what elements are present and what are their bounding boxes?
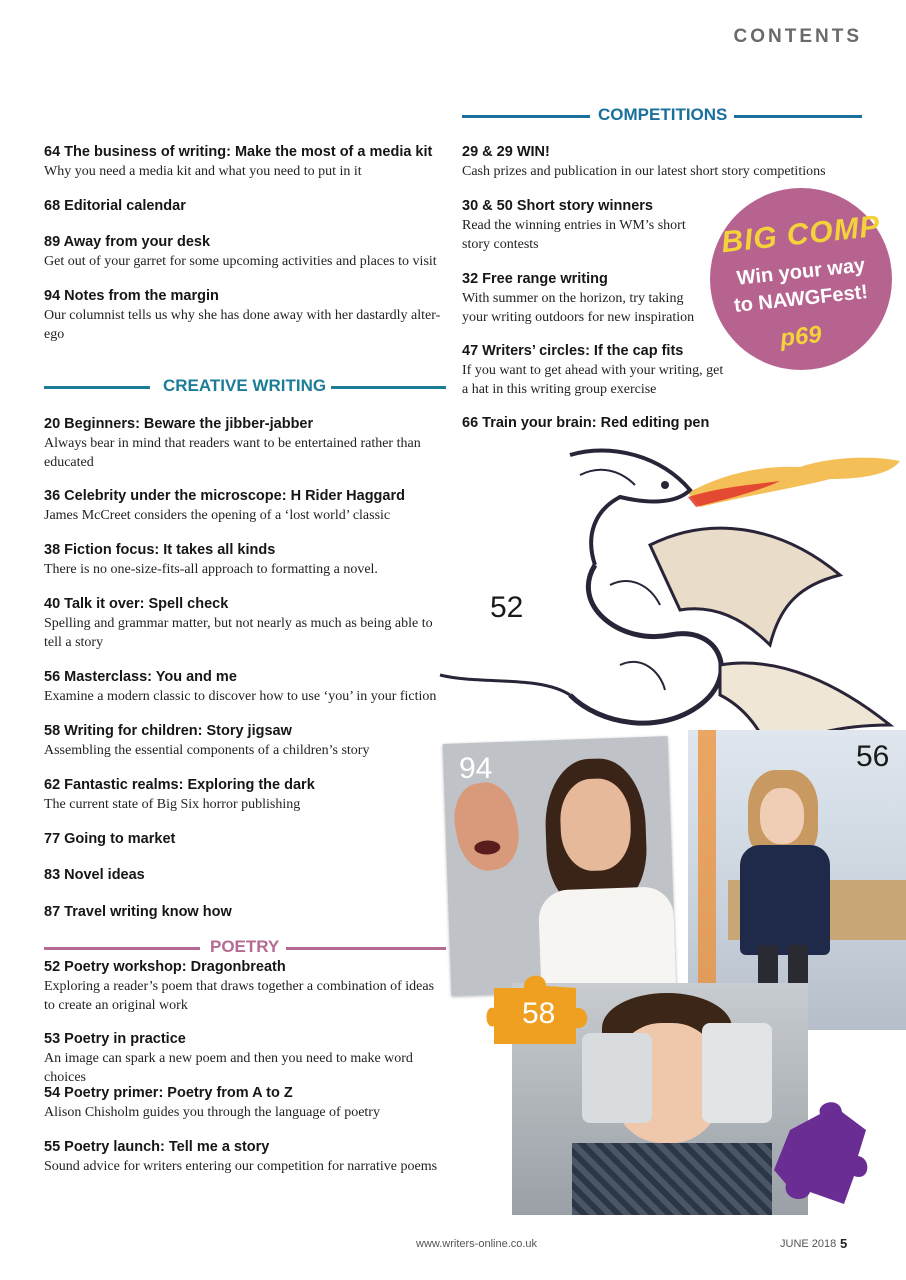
face	[559, 778, 632, 872]
entry-description: An image can spark a new poem and then you need to make word choices	[44, 1051, 413, 1085]
list-item[interactable]	[44, 197, 444, 216]
entry-description: Read the winning entries in WM’s short story contests	[462, 218, 686, 252]
page-number-label: 56	[856, 740, 890, 773]
list-item[interactable]	[44, 776, 444, 814]
footer-url[interactable]: www.writers-online.co.uk	[416, 1238, 538, 1250]
entry-description: Exploring a reader’s poem that draws together a combination of ideas to create an original work	[44, 979, 435, 1013]
page-number-label: 52	[490, 591, 524, 624]
entry-title: 29 & 29 WIN!	[462, 144, 550, 160]
entry-title: 87 Travel writing know how	[44, 904, 232, 920]
entry-title: 89 Away from your desk	[44, 234, 211, 250]
entry-description: The current state of Big Six horror publishing	[44, 797, 301, 812]
shirt	[572, 1143, 772, 1215]
list-item[interactable]	[44, 958, 444, 1015]
list-item[interactable]	[44, 722, 444, 760]
list-item[interactable]	[44, 830, 444, 849]
divider-line	[286, 947, 446, 950]
section-heading-creative-writing	[44, 375, 446, 399]
entry-title: 53 Poetry in practice	[44, 1031, 186, 1047]
divider-line	[44, 947, 200, 950]
dragon-eye	[661, 481, 669, 489]
list-item[interactable]	[44, 1084, 444, 1122]
entry-description: Get out of your garret for some upcoming activities and places to visit	[44, 254, 437, 269]
entry-description: Examine a modern classic to discover how to use ‘you’ in your fiction	[44, 689, 437, 704]
list-item[interactable]	[462, 197, 702, 254]
entry-title: 83 Novel ideas	[44, 867, 145, 883]
dragon-detail	[580, 470, 635, 485]
divider-line	[462, 115, 590, 118]
list-item[interactable]	[44, 903, 444, 922]
badge-page-ref: p69	[778, 320, 823, 353]
list-item[interactable]	[462, 270, 710, 327]
entry-description: If you want to get ahead with your writing, get a hat in this writing group exercise	[462, 363, 724, 397]
list-item[interactable]	[462, 143, 862, 181]
mask	[448, 778, 524, 875]
page-number-label: 94	[459, 752, 493, 785]
entry-description: Assembling the essential components of a children’s story	[44, 743, 370, 758]
purple-puzzle-icon	[770, 1100, 880, 1210]
entry-title: 38 Fiction focus: It takes all kinds	[44, 542, 276, 558]
entry-description: Always bear in mind that readers want to be entertained rather than educated	[44, 436, 421, 470]
entry-description: Our columnist tells us why she has done away with her dastardly alter-ego	[44, 308, 441, 342]
list-item[interactable]	[44, 595, 444, 652]
list-item[interactable]	[44, 1138, 444, 1176]
divider-line	[734, 115, 862, 118]
list-item[interactable]	[462, 414, 862, 433]
list-item[interactable]	[44, 1030, 444, 1087]
entry-title: 58 Writing for children: Story jigsaw	[44, 723, 292, 739]
entry-description: There is no one-size-fits-all approach to formatting a novel.	[44, 562, 378, 577]
section-heading-competitions	[462, 104, 862, 128]
list-item[interactable]	[44, 415, 444, 472]
dragon-wing	[650, 528, 840, 645]
section-label: COMPETITIONS	[598, 105, 728, 124]
badge-line: Win your way	[735, 254, 867, 290]
list-item[interactable]	[462, 342, 732, 399]
section-heading-poetry	[44, 936, 446, 960]
entry-description: Sound advice for writers entering our competition for narrative poems	[44, 1159, 438, 1174]
list-item[interactable]	[44, 287, 444, 344]
entry-title: 56 Masterclass: You and me	[44, 669, 237, 685]
entry-description: Cash prizes and publication in our latest short story competitions	[462, 164, 826, 179]
page-number: 5	[840, 1236, 848, 1251]
entry-description: Alison Chisholm guides you through the language of poetry	[44, 1105, 380, 1120]
dragon-tail	[440, 675, 570, 695]
divider-line	[331, 386, 446, 389]
entry-title: 62 Fantastic realms: Exploring the dark	[44, 777, 315, 793]
divider-line	[44, 386, 150, 389]
entry-title: 36 Celebrity under the microscope: H Rider Haggard	[44, 488, 405, 504]
list-item[interactable]	[44, 233, 444, 271]
entry-title: 20 Beginners: Beware the jibber-jabber	[44, 416, 314, 432]
face	[760, 788, 804, 844]
entry-title: 55 Poetry launch: Tell me a story	[44, 1139, 270, 1155]
entry-description: James McCreet considers the opening of a ‘lost world’ classic	[44, 508, 391, 523]
entry-title: 54 Poetry primer: Poetry from A to Z	[44, 1085, 293, 1101]
entry-description: With summer on the horizon, try taking your writing outdoors for new inspiration	[462, 291, 695, 325]
entry-description: Spelling and grammar matter, but not nearly as much as being able to tell a story	[44, 616, 433, 650]
entry-title: 32 Free range writing	[462, 271, 608, 287]
big-comp-badge[interactable]	[710, 188, 892, 370]
entry-title: 66 Train your brain: Red editing pen	[462, 415, 710, 431]
entry-title: 64 The business of writing: Make the most of a media kit	[44, 144, 433, 160]
entry-title: 68 Editorial calendar	[44, 198, 186, 214]
entry-title: 30 & 50 Short story winners	[462, 198, 653, 214]
entry-description: Why you need a media kit and what you need to put in it	[44, 164, 362, 179]
list-item[interactable]	[44, 487, 444, 525]
puzzle-piece	[702, 1023, 772, 1123]
section-label: CREATIVE WRITING	[163, 376, 327, 395]
footer-date: JUNE 2018	[780, 1238, 837, 1250]
entry-title: 94 Notes from the margin	[44, 288, 219, 304]
list-item[interactable]	[44, 668, 444, 706]
dress	[740, 845, 830, 955]
list-item[interactable]	[44, 143, 444, 181]
section-label: POETRY	[210, 937, 280, 956]
page-title: CONTENTS	[733, 26, 862, 47]
entry-title: 77 Going to market	[44, 831, 176, 847]
list-item[interactable]	[44, 866, 444, 885]
entry-title: 52 Poetry workshop: Dragonbreath	[44, 959, 286, 975]
page-number-label: 58	[522, 997, 556, 1030]
badge-line: to NAWGFest!	[732, 281, 869, 317]
entry-title: 47 Writers’ circles: If the cap fits	[462, 343, 684, 359]
list-item[interactable]	[44, 541, 444, 579]
badge-title: BIG COMP	[719, 209, 883, 260]
entry-title: 40 Talk it over: Spell check	[44, 596, 229, 612]
